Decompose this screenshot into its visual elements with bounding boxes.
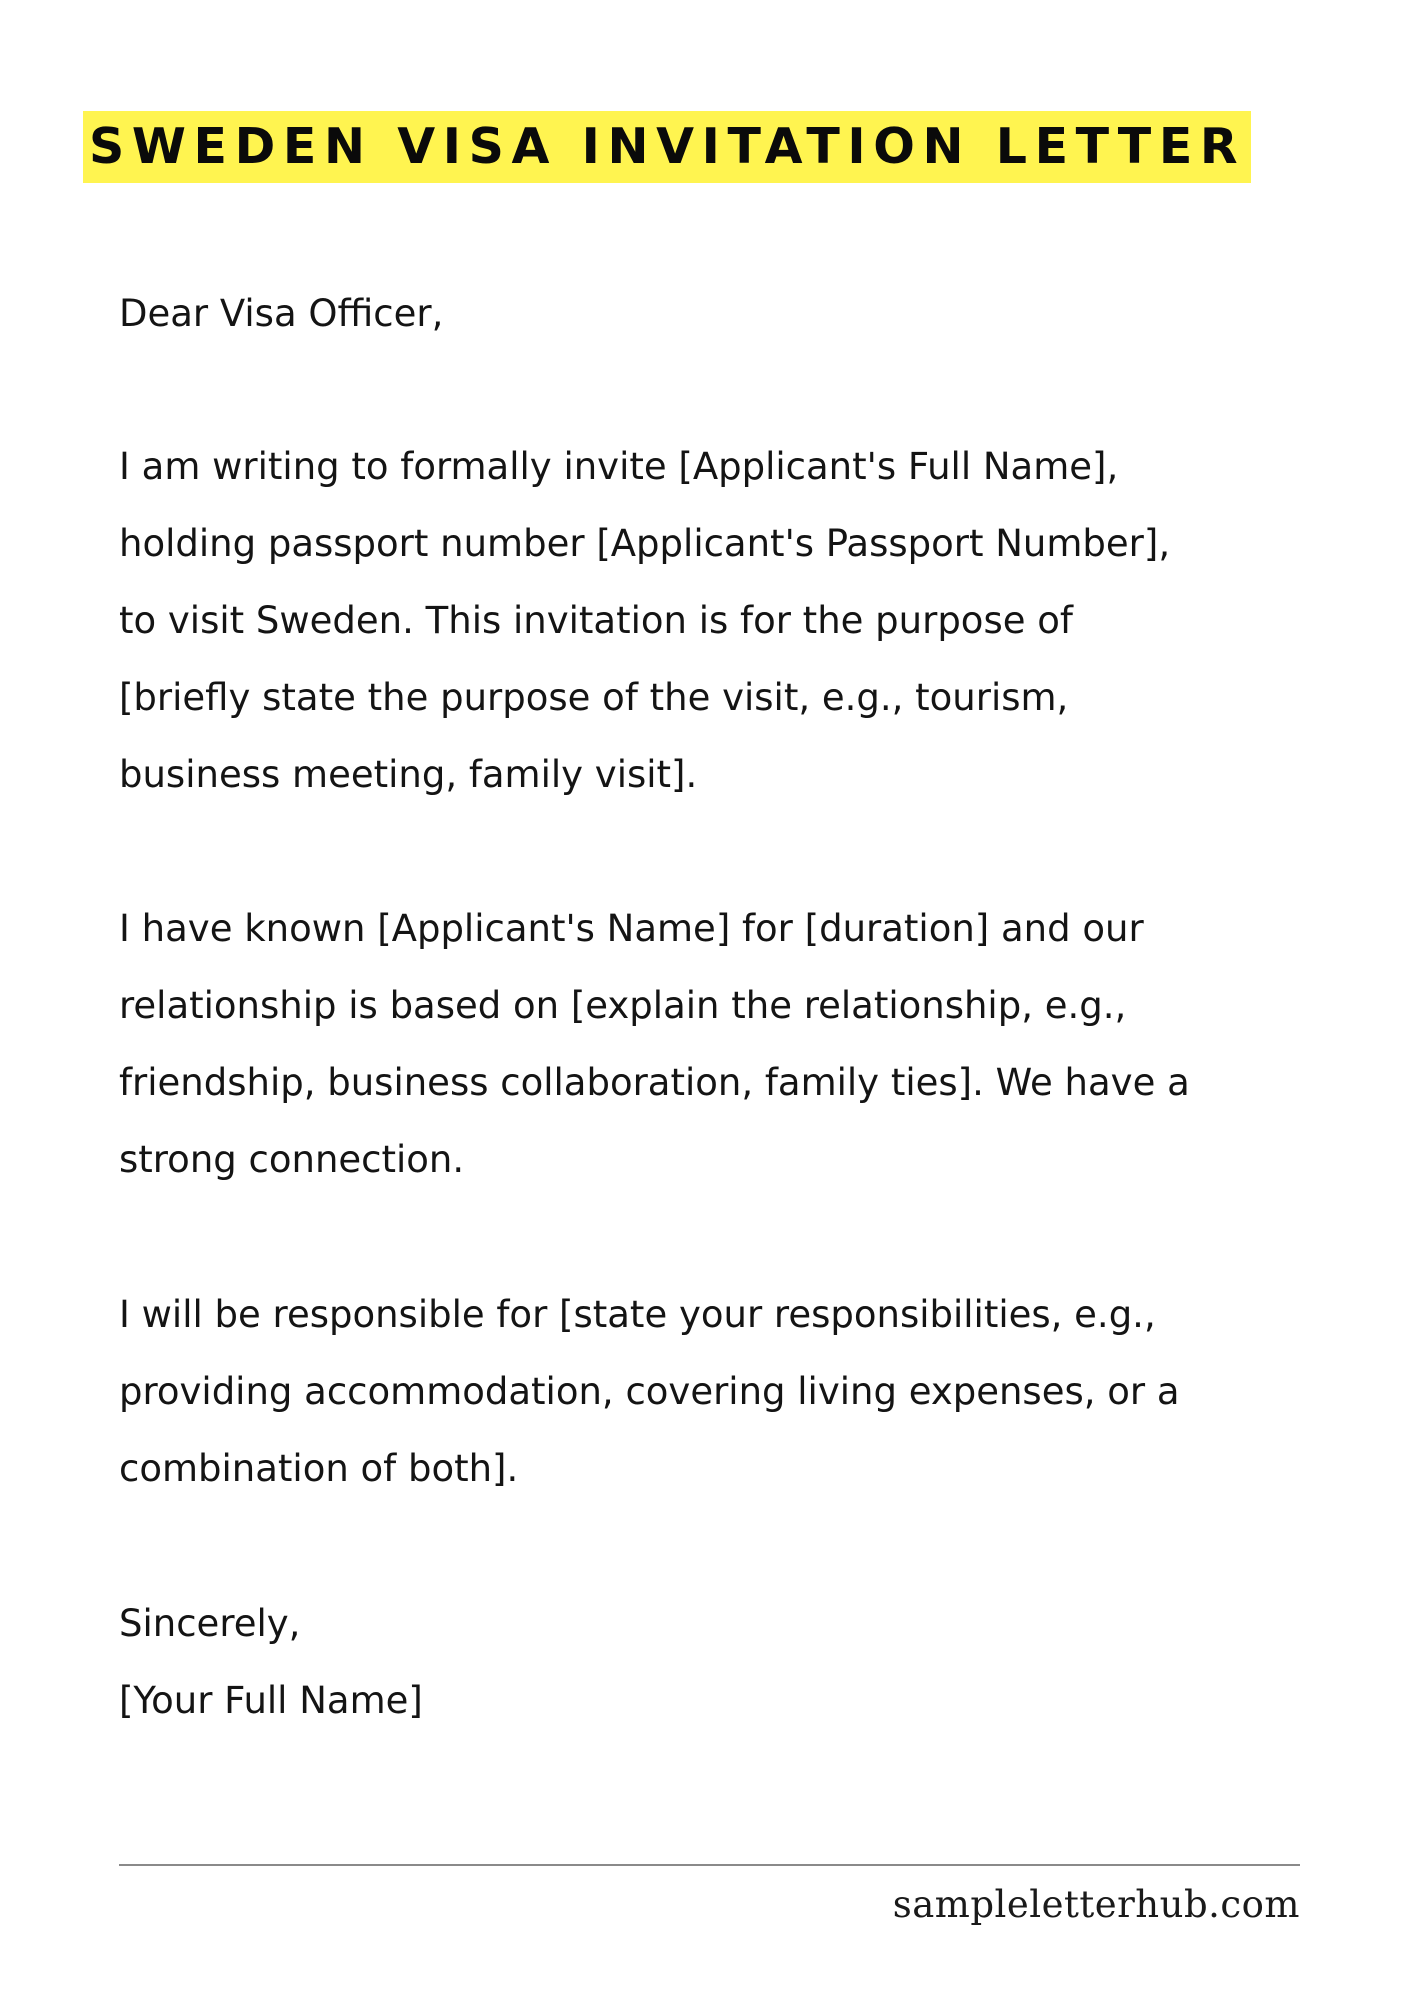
paragraph-line: providing accommodation, covering living expenses, or a — [119, 1370, 1180, 1413]
footer-website: sampleletterhub.com — [892, 1883, 1300, 1926]
closing: Sincerely, — [119, 1602, 301, 1645]
signature-placeholder: [Your Full Name] — [119, 1679, 423, 1722]
paragraph-line: I will be responsible for [state your responsibilities, e.g., — [119, 1293, 1156, 1336]
paragraph-line: I am writing to formally invite [Applicant's Full Name], — [119, 445, 1119, 488]
footer-divider — [119, 1864, 1300, 1866]
paragraph-relationship — [119, 890, 1349, 1198]
paragraph-invitation — [119, 428, 1349, 813]
paragraph-line: friendship, business collaboration, family ties]. We have a — [119, 1061, 1190, 1104]
paragraph-line: relationship is based on [explain the relationship, e.g., — [119, 984, 1127, 1027]
letter-title: SWEDEN VISA INVITATION LETTER — [83, 111, 1251, 183]
paragraph-line: to visit Sweden. This invitation is for the purpose of — [119, 599, 1073, 642]
paragraph-line: strong connection. — [119, 1138, 465, 1181]
paragraph-line: holding passport number [Applicant's Passport Number], — [119, 522, 1171, 565]
paragraph-line: combination of both]. — [119, 1447, 519, 1490]
paragraph-line: I have known [Applicant's Name] for [duration] and our — [119, 907, 1144, 950]
paragraph-line: [briefly state the purpose of the visit, e.g., tourism, — [119, 676, 1069, 719]
paragraph-responsibilities — [119, 1276, 1349, 1507]
salutation: Dear Visa Officer, — [119, 292, 444, 335]
paragraph-line: business meeting, family visit]. — [119, 753, 698, 796]
